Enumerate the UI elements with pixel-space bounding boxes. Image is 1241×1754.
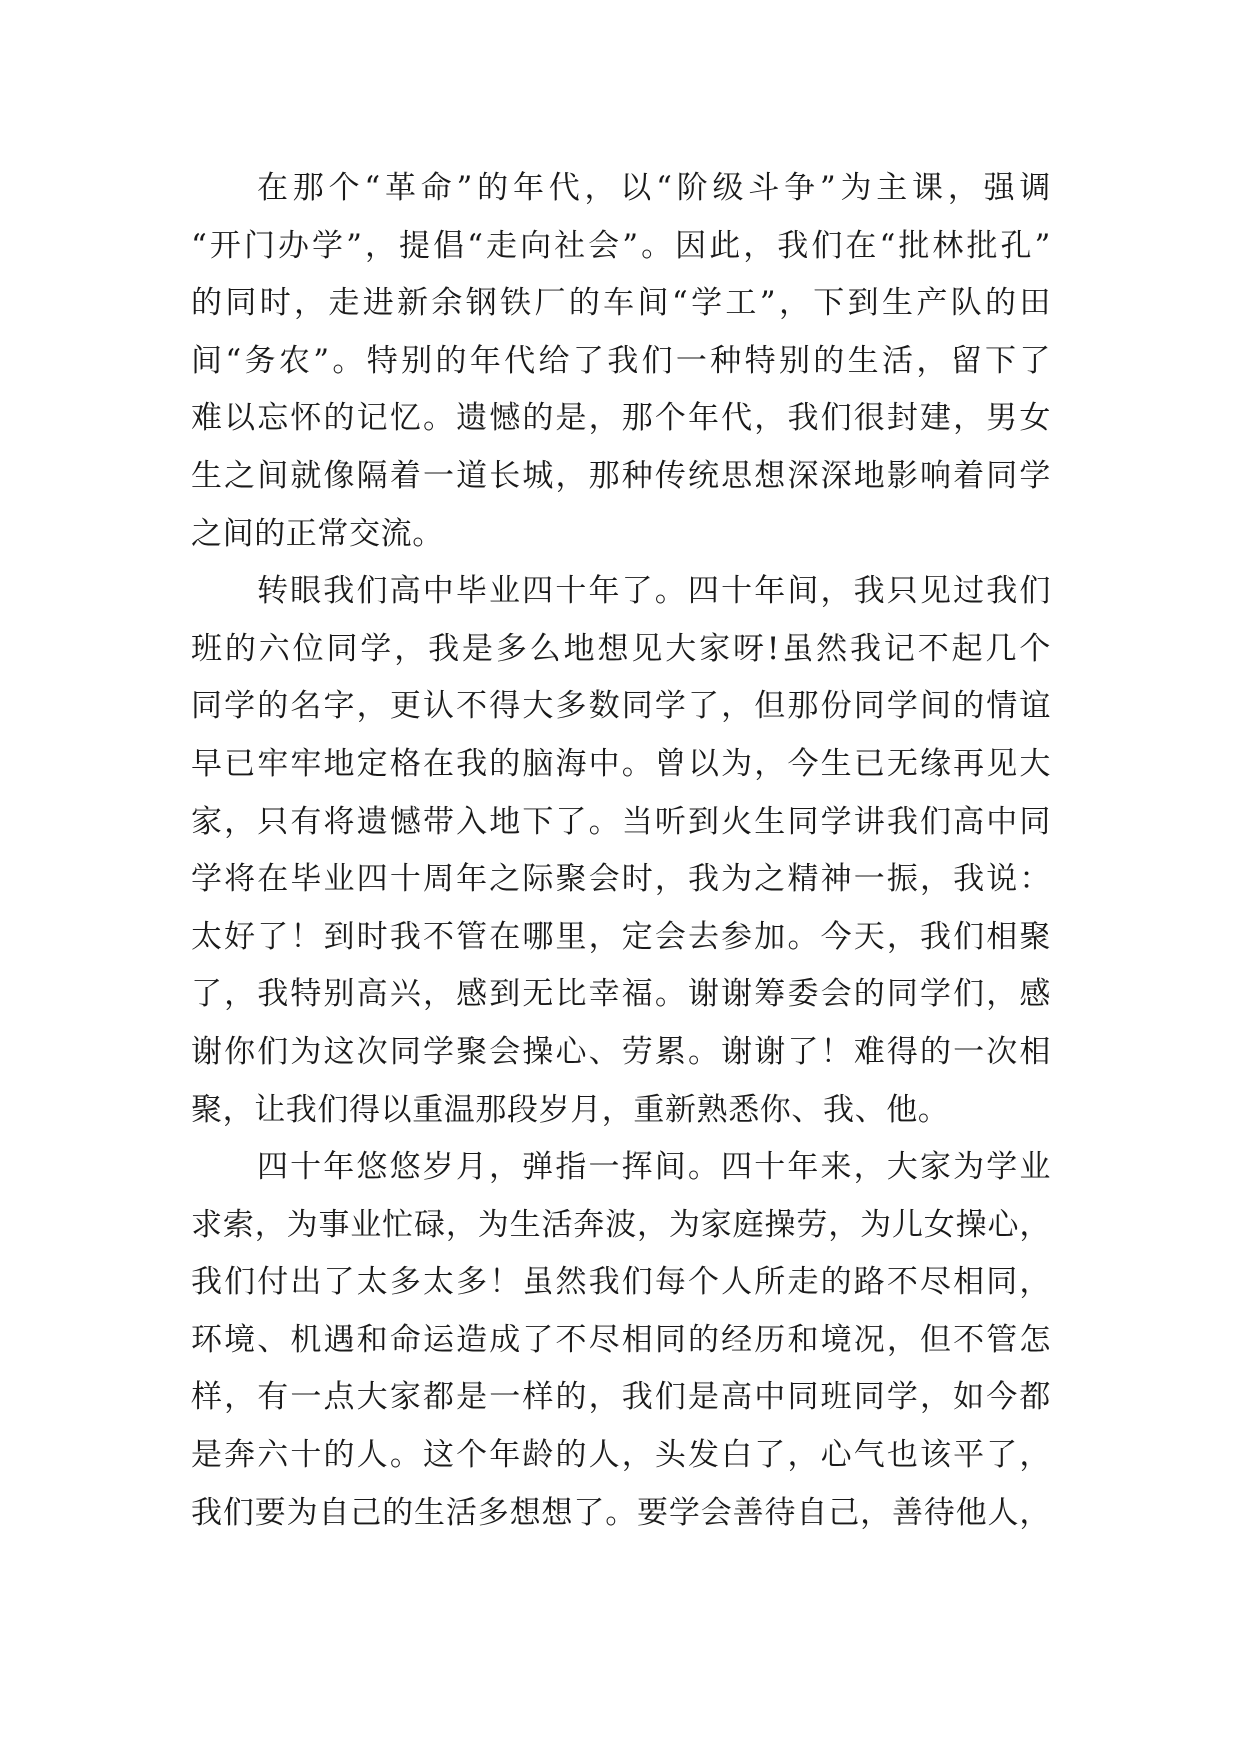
text-line: 是奔六十的人。这个年龄的人，头发白了，心气也该平了， bbox=[191, 1437, 1051, 1474]
text-line: 谢你们为这次同学聚会操心、劳累。谢谢了！难得的一次相 bbox=[191, 1033, 1051, 1070]
text-line: 早已牢牢地定格在我的脑海中。曾以为，今生已无缘再见大 bbox=[191, 745, 1051, 782]
text-line: 班的六位同学，我是多么地想见大家呀!虽然我记不起几个 bbox=[191, 630, 1051, 667]
text-line: 家，只有将遗憾带入地下了。当听到火生同学讲我们高中同 bbox=[191, 803, 1051, 840]
text-line: 难以忘怀的记忆。遗憾的是，那个年代，我们很封建，男女 bbox=[191, 400, 1051, 437]
text-line: 同学的名字，更认不得大多数同学了，但那份同学间的情谊 bbox=[191, 688, 1051, 725]
text-line: 间“务农”。特别的年代给了我们一种特别的生活，留下了 bbox=[191, 342, 1051, 379]
paragraph-2 bbox=[191, 563, 1051, 1139]
text-line: 样，有一点大家都是一样的，我们是高中同班同学，如今都 bbox=[191, 1379, 1051, 1416]
text-line: 求索，为事业忙碌，为生活奔波，为家庭操劳，为儿女操心， bbox=[191, 1206, 1051, 1243]
text-line: “开门办学”，提倡“走向社会”。因此，我们在“批林批孔” bbox=[191, 227, 1051, 264]
text-line: 四十年悠悠岁月，弹指一挥间。四十年来，大家为学业 bbox=[257, 1149, 1051, 1186]
text-line: 生之间就像隔着一道长城，那种传统思想深深地影响着同学 bbox=[191, 457, 1051, 494]
text-line: 我们要为自己的生活多想想了。要学会善待自己，善待他人， bbox=[191, 1494, 1051, 1531]
text-line: 我们付出了太多太多！虽然我们每个人所走的路不尽相同， bbox=[191, 1264, 1051, 1301]
text-line: 聚，让我们得以重温那段岁月，重新熟悉你、我、他。 bbox=[191, 1091, 950, 1128]
text-line: 学将在毕业四十周年之际聚会时，我为之精神一振，我说： bbox=[191, 861, 1051, 898]
document-body bbox=[191, 160, 1051, 1542]
text-line: 环境、机遇和命运造成了不尽相同的经历和境况，但不管怎 bbox=[191, 1321, 1051, 1358]
text-line: 之间的正常交流。 bbox=[191, 515, 444, 552]
text-line: 转眼我们高中毕业四十年了。四十年间，我只见过我们 bbox=[257, 573, 1051, 610]
text-line: 在那个“革命”的年代，以“阶级斗争”为主课，强调 bbox=[257, 170, 1051, 206]
text-line: 了，我特别高兴，感到无比幸福。谢谢筹委会的同学们，感 bbox=[191, 976, 1051, 1013]
paragraph-1 bbox=[191, 160, 1051, 563]
text-line: 的同时，走进新余钢铁厂的车间“学工”，下到生产队的田 bbox=[191, 285, 1051, 322]
paragraph-3 bbox=[191, 1139, 1051, 1542]
text-line: 太好了！到时我不管在哪里，定会去参加。今天，我们相聚 bbox=[191, 918, 1051, 955]
